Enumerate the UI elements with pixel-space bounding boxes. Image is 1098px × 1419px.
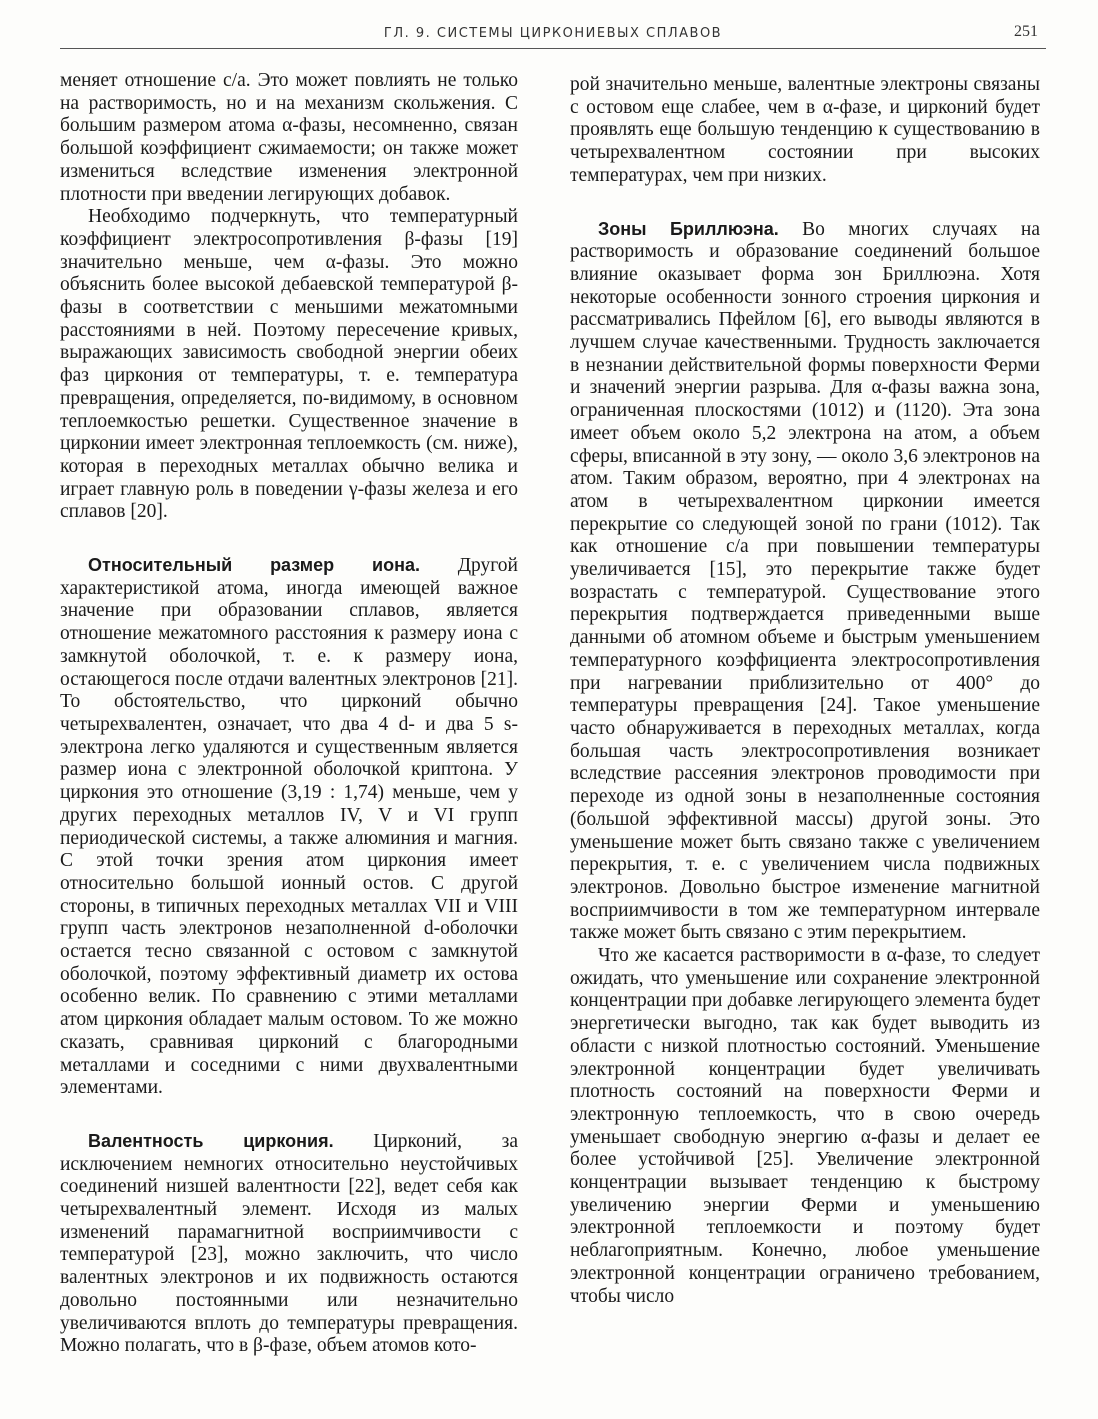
running-header: [60, 22, 1046, 49]
paragraph: Необходимо подчеркнуть, что температурный коэффициент электросопротивления β-фазы [19] значительно меньше, чем α-фазы. Это можно объяснить более высокой дебаевской температурой β-фазы в соответствии с меньшими межатомными расстояниями в ней. Поэтому пересечение кривых, выражающих зависимость свободной энергии обеих фаз циркония от температуры, т. е. температура превращения, определяется, по-видимому, в основном теплоемкостью решетки. Существенное значение в цирконии имеет электронная теплоемкость (см. ниже), которая в переходных металлах обычно велика и играет главную роль в поведении γ-фазы железа и его сплавов [20].: [60, 206, 518, 523]
paragraph: Что же касается растворимости в α-фазе, то следует ожидать, что уменьшение или сохранение электронной концентрации при добавке легирующего элемента будет энергетически выгодно, так как будет выводить из области с низкой плотностью состояний. Уменьшение электронной концентрации будет увеличивать плотность состояний на поверхности Ферми и электронную теплоемкость, что в свою очередь уменьшает свободную энергию α-фазы и делает ее более устойчивой [25]. Увеличение электронной концентрации вызывает тенденцию к быстрому увеличению энергии Ферми и уменьшению электронной теплоемкости и поэтому будет неблагоприятным. Конечно, любое уменьшение электронной концентрации ограничено требованием, чтобы число: [570, 945, 1040, 1307]
section-zirconium-valence: [60, 1130, 518, 1358]
left-column: [60, 70, 518, 1358]
section-heading: Валентность циркония.: [88, 1130, 334, 1151]
section-text: Во многих случаях на растворимость и образование соединений большое влияние оказывает форма зон Бриллюэна. Хотя некоторые особенности зонного строения циркония и рассматривались Пфейлом [6], его выводы являются в лучшем случае качественными. Трудность заключается в незнании действительной формы поверхности Ферми и значений энергии разрыва. Для α-фазы важна зона, ограниченная плоскостями (1012) и (1120). Эта зона имеет объем около 5,2 электрона на атом, а объем сферы, вписанной в эту зону, — около 3,6 электронов на атом. Таким образом, вероятно, при 4 электронах на атом в четырехвалентном цирконии имеется перекрытие со следующей зоной по грани (1012). Так как отношение c/a при повышении температуры увеличивается [15], это перекрытие также будет возрастать с температурой. Существование этого перекрытия подтверждается приведенными выше данными об атомном объеме и быстрым уменьшением температурного коэффициента электросопротивления при нагревании приблизительно от 400° до температуры превращения [24]. Такое уменьшение часто обнаруживается в переходных металлах, когда большая часть электросопротивления возникает вследствие рассеяния электронов проводимости при переходе из одной зоны в незаполненные состояния (большой эффективной массы) другой зоны. Это уменьшение может быть связано также с увеличением перекрытия, т. е. с увеличением числа подвижных электронов. Довольно быстрое изменение магнитной восприимчивости в том же температурном интервале также может быть связано с этим перекрытием.: [570, 218, 1041, 944]
right-column: [570, 74, 1040, 1308]
chapter-title: ГЛ. 9. СИСТЕМЫ ЦИРКОНИЕВЫХ СПЛАВОВ: [383, 26, 723, 41]
section-relative-ion-size: [60, 554, 518, 1100]
section-text: Цирконий, за исключением немногих относительно неустойчивых соединений низшей валентности [22], ведет себя как четырехвалентный элемент. Исходя из малых изменений парамагнитной восприимчивости с температурой [23], можно заключить, что число валентных электронов и их подвижность остаются довольно постоянными или незначительно увеличиваются вплоть до температуры превращения. Можно полагать, что в β-фазе, объем атомов кото-: [60, 1130, 518, 1357]
section-brillouin-zones: [570, 218, 1040, 946]
paragraph: рой значительно меньше, валентные электроны связаны с остовом еще слабее, чем в α-фазе, и цирконий будет проявлять еще большую тенденцию к существованию в четырехвалентном состоянии при высоких температурах, чем при низких.: [570, 74, 1040, 186]
paragraph: меняет отношение c/a. Это может повлиять не только на растворимость, но и на механизм скольжения. С большим размером атома α-фазы, несомненно, связан большой коэффициент сжимаемости; он также может измениться вследствие изменения электронной плотности при введении легирующих добавок.: [60, 70, 518, 205]
section-text: Другой характеристикой атома, иногда имеющей важное значение при образовании сплавов, является отношение межатомного расстояния к размеру иона с замкнутой оболочкой, т. е. к размеру иона, остающегося после отдачи валентных электронов [21]. То обстоятельство, что цирконий обычно четырехвалентен, означает, что два 4 d- и два 5 s-электрона легко удаляются и существенным является размер иона с электронной оболочкой криптона. У циркония это отношение (3,19 : 1,74) меньше, чем у других переходных металлов IV, V и VI групп периодической системы, а также алюминия и магния. С этой точки зрения атом циркония имеет относительно большой ионный остов. С другой стороны, в типичных переходных металлах VII и VIII групп часть электронов незаполненной d-оболочки остается тесно связанной с остовом с замкнутой оболочкой, поэтому эффективный диаметр их остова особенно велик. По сравнению с этими металлами атом циркония обладает малым остовом. То же можно сказать, сравнивая цирконий с благородными металлами и соседними с ними двухвалентными элементами.: [60, 555, 519, 1099]
section-heading: Относительный размер иона.: [88, 555, 420, 576]
page-number: 251: [1014, 23, 1038, 40]
section-heading: Зоны Бриллюэна.: [598, 218, 779, 239]
